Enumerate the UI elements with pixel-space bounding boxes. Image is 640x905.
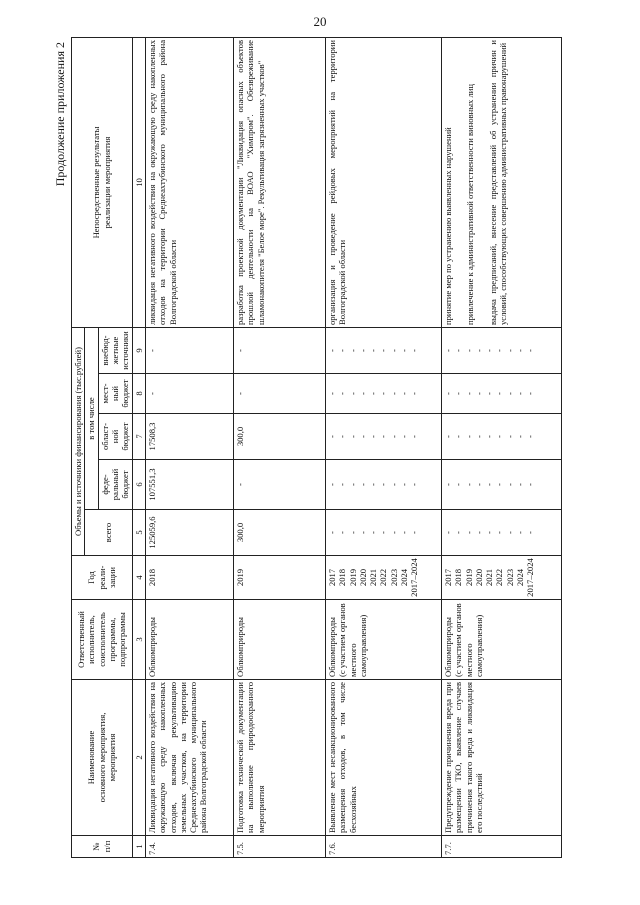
row-years: 2017 2018 2019 2020 2021 2022 2023 2024 2017–2024 <box>441 556 561 600</box>
page-number: 20 <box>313 14 327 29</box>
col-number: 9 <box>132 327 145 373</box>
header-regional: област- ной бюджет <box>98 414 132 460</box>
row-responsible: Облкомприроды <box>145 600 233 680</box>
row-extrabudget: - <box>233 327 325 373</box>
row-regional: 300,0 <box>233 414 325 460</box>
col-number: 6 <box>132 460 145 510</box>
result-item: ликвидация негативного воздействия на окружающую среду накопленных отходов на территории Среднеахтубинского муниципального района Волгоградской области <box>146 39 178 325</box>
table-row <box>325 37 441 857</box>
financing-table <box>71 37 562 858</box>
row-federal: - - - - - - - - - <box>325 460 441 510</box>
header-extrabudget: внебюд- жетные источники <box>98 327 132 373</box>
header-year: Год реали- зации <box>72 556 133 600</box>
row-total: 125059,6 <box>145 510 233 556</box>
header-volume: Объемы и источники финансирования (тыс.рублей) <box>72 327 85 555</box>
row-regional: - - - - - - - - - <box>325 414 441 460</box>
row-regional: - - - - - - - - - <box>441 414 561 460</box>
col-number: 1 <box>132 836 145 858</box>
col-number: 2 <box>132 680 145 836</box>
row-name: Ликвидация негативного воздействия на окружающую среду накопленных отходов, включая рекультивацию земельных участков, на территории Среднеахтубинского муниципального района Волгоградской области <box>145 680 233 836</box>
header-total: всего <box>85 510 132 556</box>
row-responsible: Облкомприроды (с участием органов местного самоуправления) <box>441 600 561 680</box>
result-item: выдача предписаний, внесение представлений об устранении причин и условий, способствующих совершению административных правонарушений <box>487 39 508 325</box>
table-row <box>145 37 233 857</box>
result-item: организация и проведение рейдовых мероприятий на территории Волгоградской области <box>326 39 348 325</box>
row-local: - <box>145 374 233 414</box>
row-responsible: Облкомприроды (с участием органов местного самоуправления) <box>325 600 441 680</box>
row-years: 2018 <box>145 556 233 600</box>
row-local: - - - - - - - - - <box>325 374 441 414</box>
row-extrabudget: - <box>145 327 233 373</box>
row-extrabudget: - - - - - - - - - <box>441 327 561 373</box>
row-responsible: Облкомприроды <box>233 600 325 680</box>
col-number: 10 <box>132 37 145 327</box>
row-years: 2019 <box>233 556 325 600</box>
row-federal: - <box>233 460 325 510</box>
row-regional: 17508,3 <box>145 414 233 460</box>
header-num: № п/п <box>72 836 133 858</box>
row-local: - <box>233 374 325 414</box>
col-number: 4 <box>132 556 145 600</box>
header-federal: феде- ральный бюджет <box>98 460 132 510</box>
header-responsible: Ответственный исполнитель, соисполнитель программы, подпрограммы <box>72 600 133 680</box>
col-number: 5 <box>132 510 145 556</box>
result-item: привлечение к административной ответственности виновных лиц <box>465 84 476 325</box>
header-including: в том числе <box>85 327 98 509</box>
row-total: - - - - - - - - - <box>441 510 561 556</box>
row-number: 7.7. <box>441 836 561 858</box>
row-number: 7.4. <box>145 836 233 858</box>
row-federal: 107551,3 <box>145 460 233 510</box>
row-name: Выявление мест несанкционированного размещения отходов, в том числе бесхозяйных <box>325 680 441 836</box>
row-results <box>145 37 233 327</box>
column-numbers-row <box>132 37 145 857</box>
row-extrabudget: - - - - - - - - - <box>325 327 441 373</box>
result-item: принятие мер по устранению выявленных нарушений <box>442 127 453 325</box>
header-results: Непосредственные результаты реализации мероприятия <box>72 37 133 327</box>
row-total: - - - - - - - - - <box>325 510 441 556</box>
row-federal: - - - - - - - - - <box>441 460 561 510</box>
continuation-label: Продолжение приложения 2 <box>53 42 67 187</box>
row-results <box>325 37 441 327</box>
row-results <box>233 37 325 327</box>
header-row-1 <box>72 37 85 857</box>
table-row <box>233 37 325 857</box>
row-name: Подготовка технической документации на выполнение природоохранного мероприятия <box>233 680 325 836</box>
result-item: разработка проектной документации "Ликвидация опасных объектов прошлой деятельности на ВОАО "Химпром". Обезвреживание шламонакопителя "Белое море". Рекультивация загрязненных участков" <box>234 39 266 325</box>
row-years: 2017 2018 2019 2020 2021 2022 2023 2024 2017–2024 <box>325 556 441 600</box>
row-number: 7.5. <box>233 836 325 858</box>
col-number: 3 <box>132 600 145 680</box>
rotated-page-content <box>50 38 590 858</box>
row-number: 7.6. <box>325 836 441 858</box>
row-results <box>441 37 561 327</box>
table-row <box>441 37 561 857</box>
col-number: 7 <box>132 414 145 460</box>
header-local: мест- ный бюджет <box>98 374 132 414</box>
row-local: - - - - - - - - - <box>441 374 561 414</box>
row-total: 300,0 <box>233 510 325 556</box>
col-number: 8 <box>132 374 145 414</box>
header-name: Наименование основного мероприятия, мероприятия <box>72 680 133 836</box>
row-name: Предупреждение причинения вреда при размещении ТКО, выявление случаев причинения такого вреда и ликвидация его последствий <box>441 680 561 836</box>
